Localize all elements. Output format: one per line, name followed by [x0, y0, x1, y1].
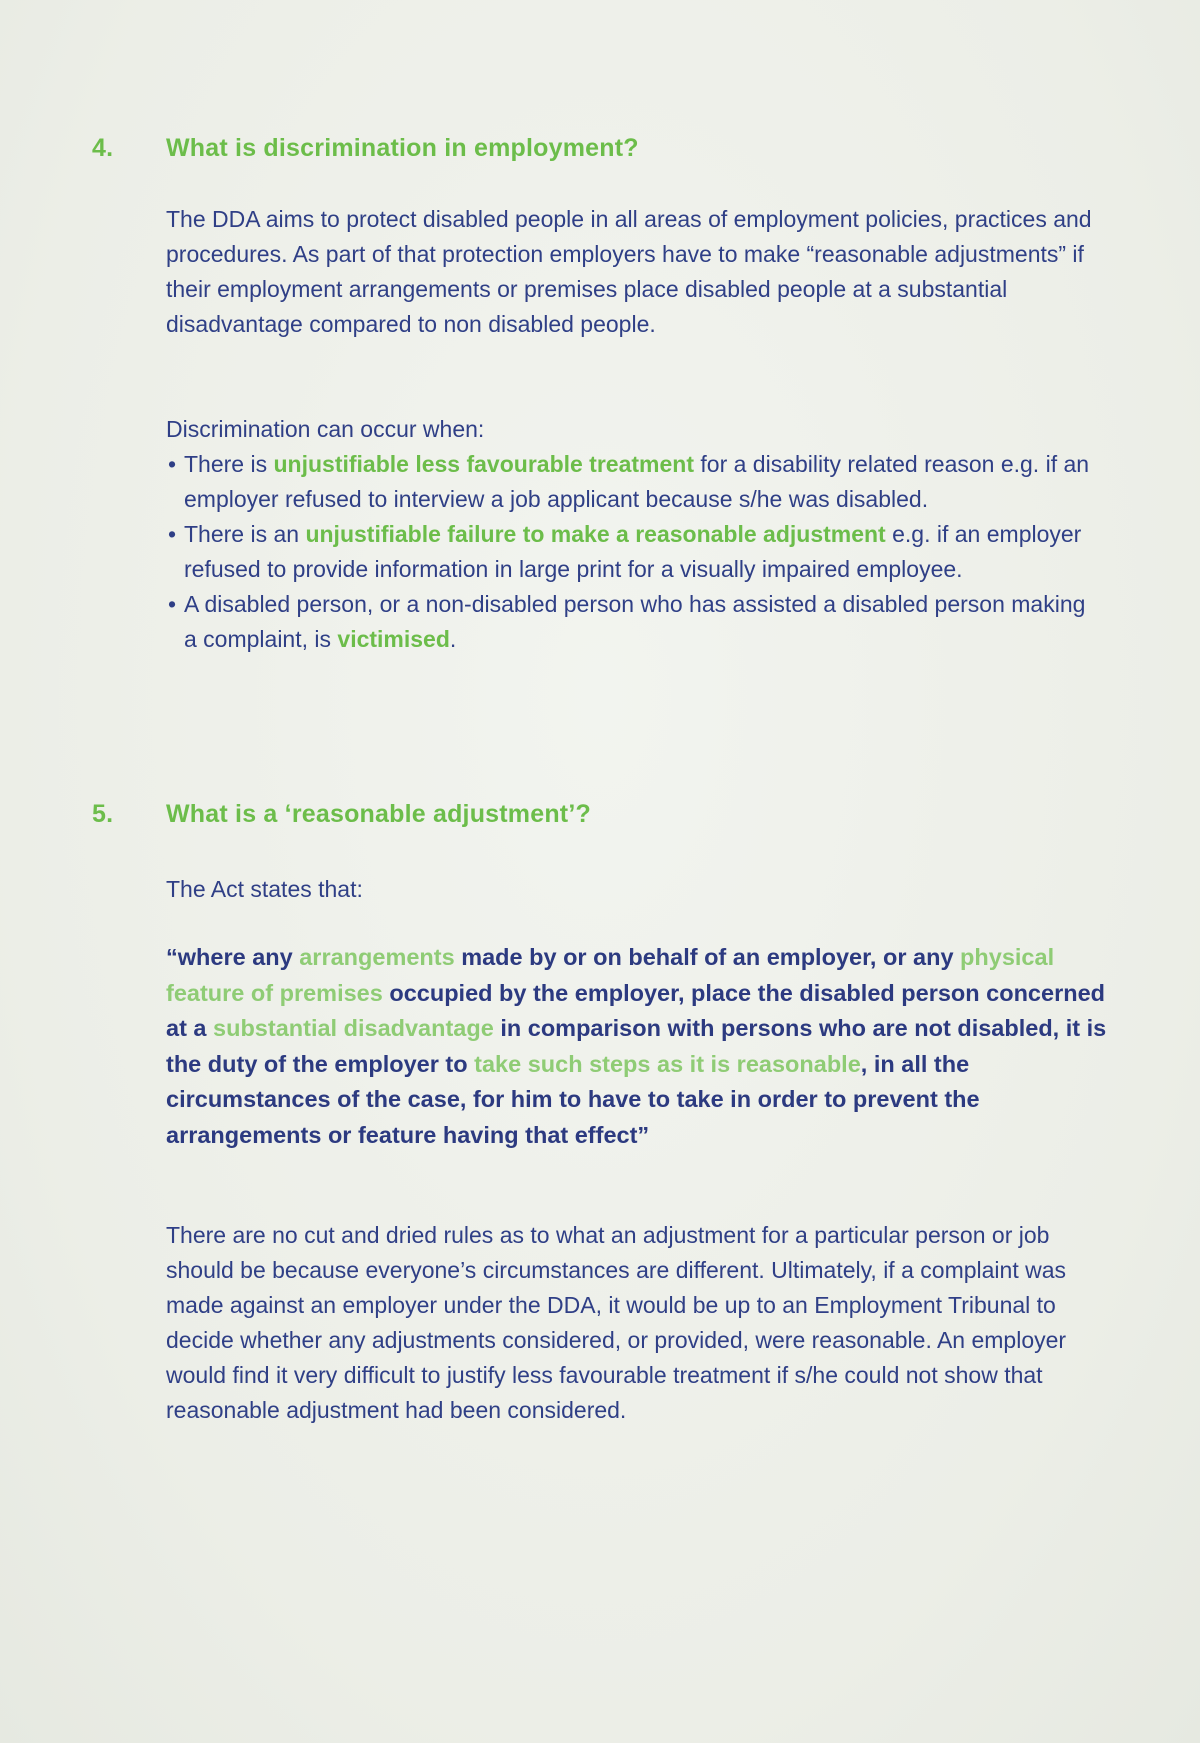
bullet-icon: •: [168, 521, 177, 547]
section-4-conditions: [166, 412, 1101, 657]
bullet-2-highlight: unjustifiable failure to make a reasonable adjustment: [305, 521, 886, 547]
act-quote: [166, 940, 1126, 1153]
section-5-title: What is a ‘reasonable adjustment’?: [166, 800, 591, 828]
section-5-lead: The Act states that:: [166, 876, 363, 902]
section-5-closing-text: There are no cut and dried rules as to what an adjustment for a particular person or job should be because everyone’s circumstances are different. Ultimately, if a complaint was made against an employer under the DDA, it would be up to an Employment Tribunal to decide whether any adjustments considered, or provided, were reasonable. An employer would find it very difficult to justify less favourable treatment if s/he could not show that reasonable adjustment had been considered.: [166, 1222, 1067, 1423]
section-4-number: 4.: [92, 134, 114, 162]
quote-highlight-4: take such steps as it is reasonable: [474, 1050, 861, 1077]
section-4-title: What is discrimination in employment?: [166, 134, 639, 162]
bullet-2-after: e.g. if an employer refused to provide information in large print for a visually impaired employee.: [184, 521, 1082, 582]
bullet-3-before: A disabled person, or a non-disabled person who has assisted a disabled person making a complaint, is: [184, 591, 1086, 652]
quote-highlight-2: physical feature of premises: [166, 944, 1055, 1006]
quote-part-1: “where any: [166, 944, 300, 970]
list-item: [166, 447, 1101, 517]
list-item: [166, 517, 1101, 587]
bullet-1-after: for a disability related reason e.g. if an employer refused to interview a job applicant because s/he was disabled.: [184, 451, 1090, 512]
bullet-3-after: .: [449, 626, 457, 652]
quote-highlight-3: substantial disadvantage: [213, 1015, 494, 1041]
section-4-intro-text: The DDA aims to protect disabled people in all areas of employment policies, practices and procedures. As part of that protection employers have to make “reasonable adjustments” if their employment arrangements or premises place disabled people at a substantial disadvantage compared to non disabled people.: [166, 206, 1092, 337]
section-4-intro: [166, 202, 1106, 342]
section-4-heading: [92, 134, 639, 163]
bullet-icon: •: [168, 591, 177, 617]
bullet-2-before: There is an: [184, 521, 306, 547]
section-4-lead: Discrimination can occur when:: [166, 416, 485, 442]
bullet-3-highlight: victimised: [337, 626, 450, 652]
section-5-heading: [92, 800, 591, 829]
quote-part-2: made by or on behalf of an employer, or any: [454, 944, 961, 970]
quote-part-3: occupied by the employer, place the disabled person concerned at a: [166, 979, 1105, 1041]
bullet-icon: •: [168, 451, 177, 477]
quote-part-4: in comparison with persons who are not disabled, it is the duty of the employer to: [166, 1015, 1107, 1077]
section-5-number: 5.: [92, 800, 114, 828]
list-item: [166, 587, 1101, 657]
quote-highlight-1: arrangements: [299, 944, 455, 970]
bullet-1-highlight: unjustifiable less favourable treatment: [273, 451, 694, 477]
bullet-1-before: There is: [184, 451, 274, 477]
quote-part-5: , in all the circumstances of the case, for him to have to take in order to prevent the arrangements or feature having that effect”: [166, 1050, 980, 1148]
section-5-closing: [166, 1218, 1116, 1428]
section-5-lead-block: [166, 872, 1116, 907]
discrimination-list: [166, 447, 1101, 657]
